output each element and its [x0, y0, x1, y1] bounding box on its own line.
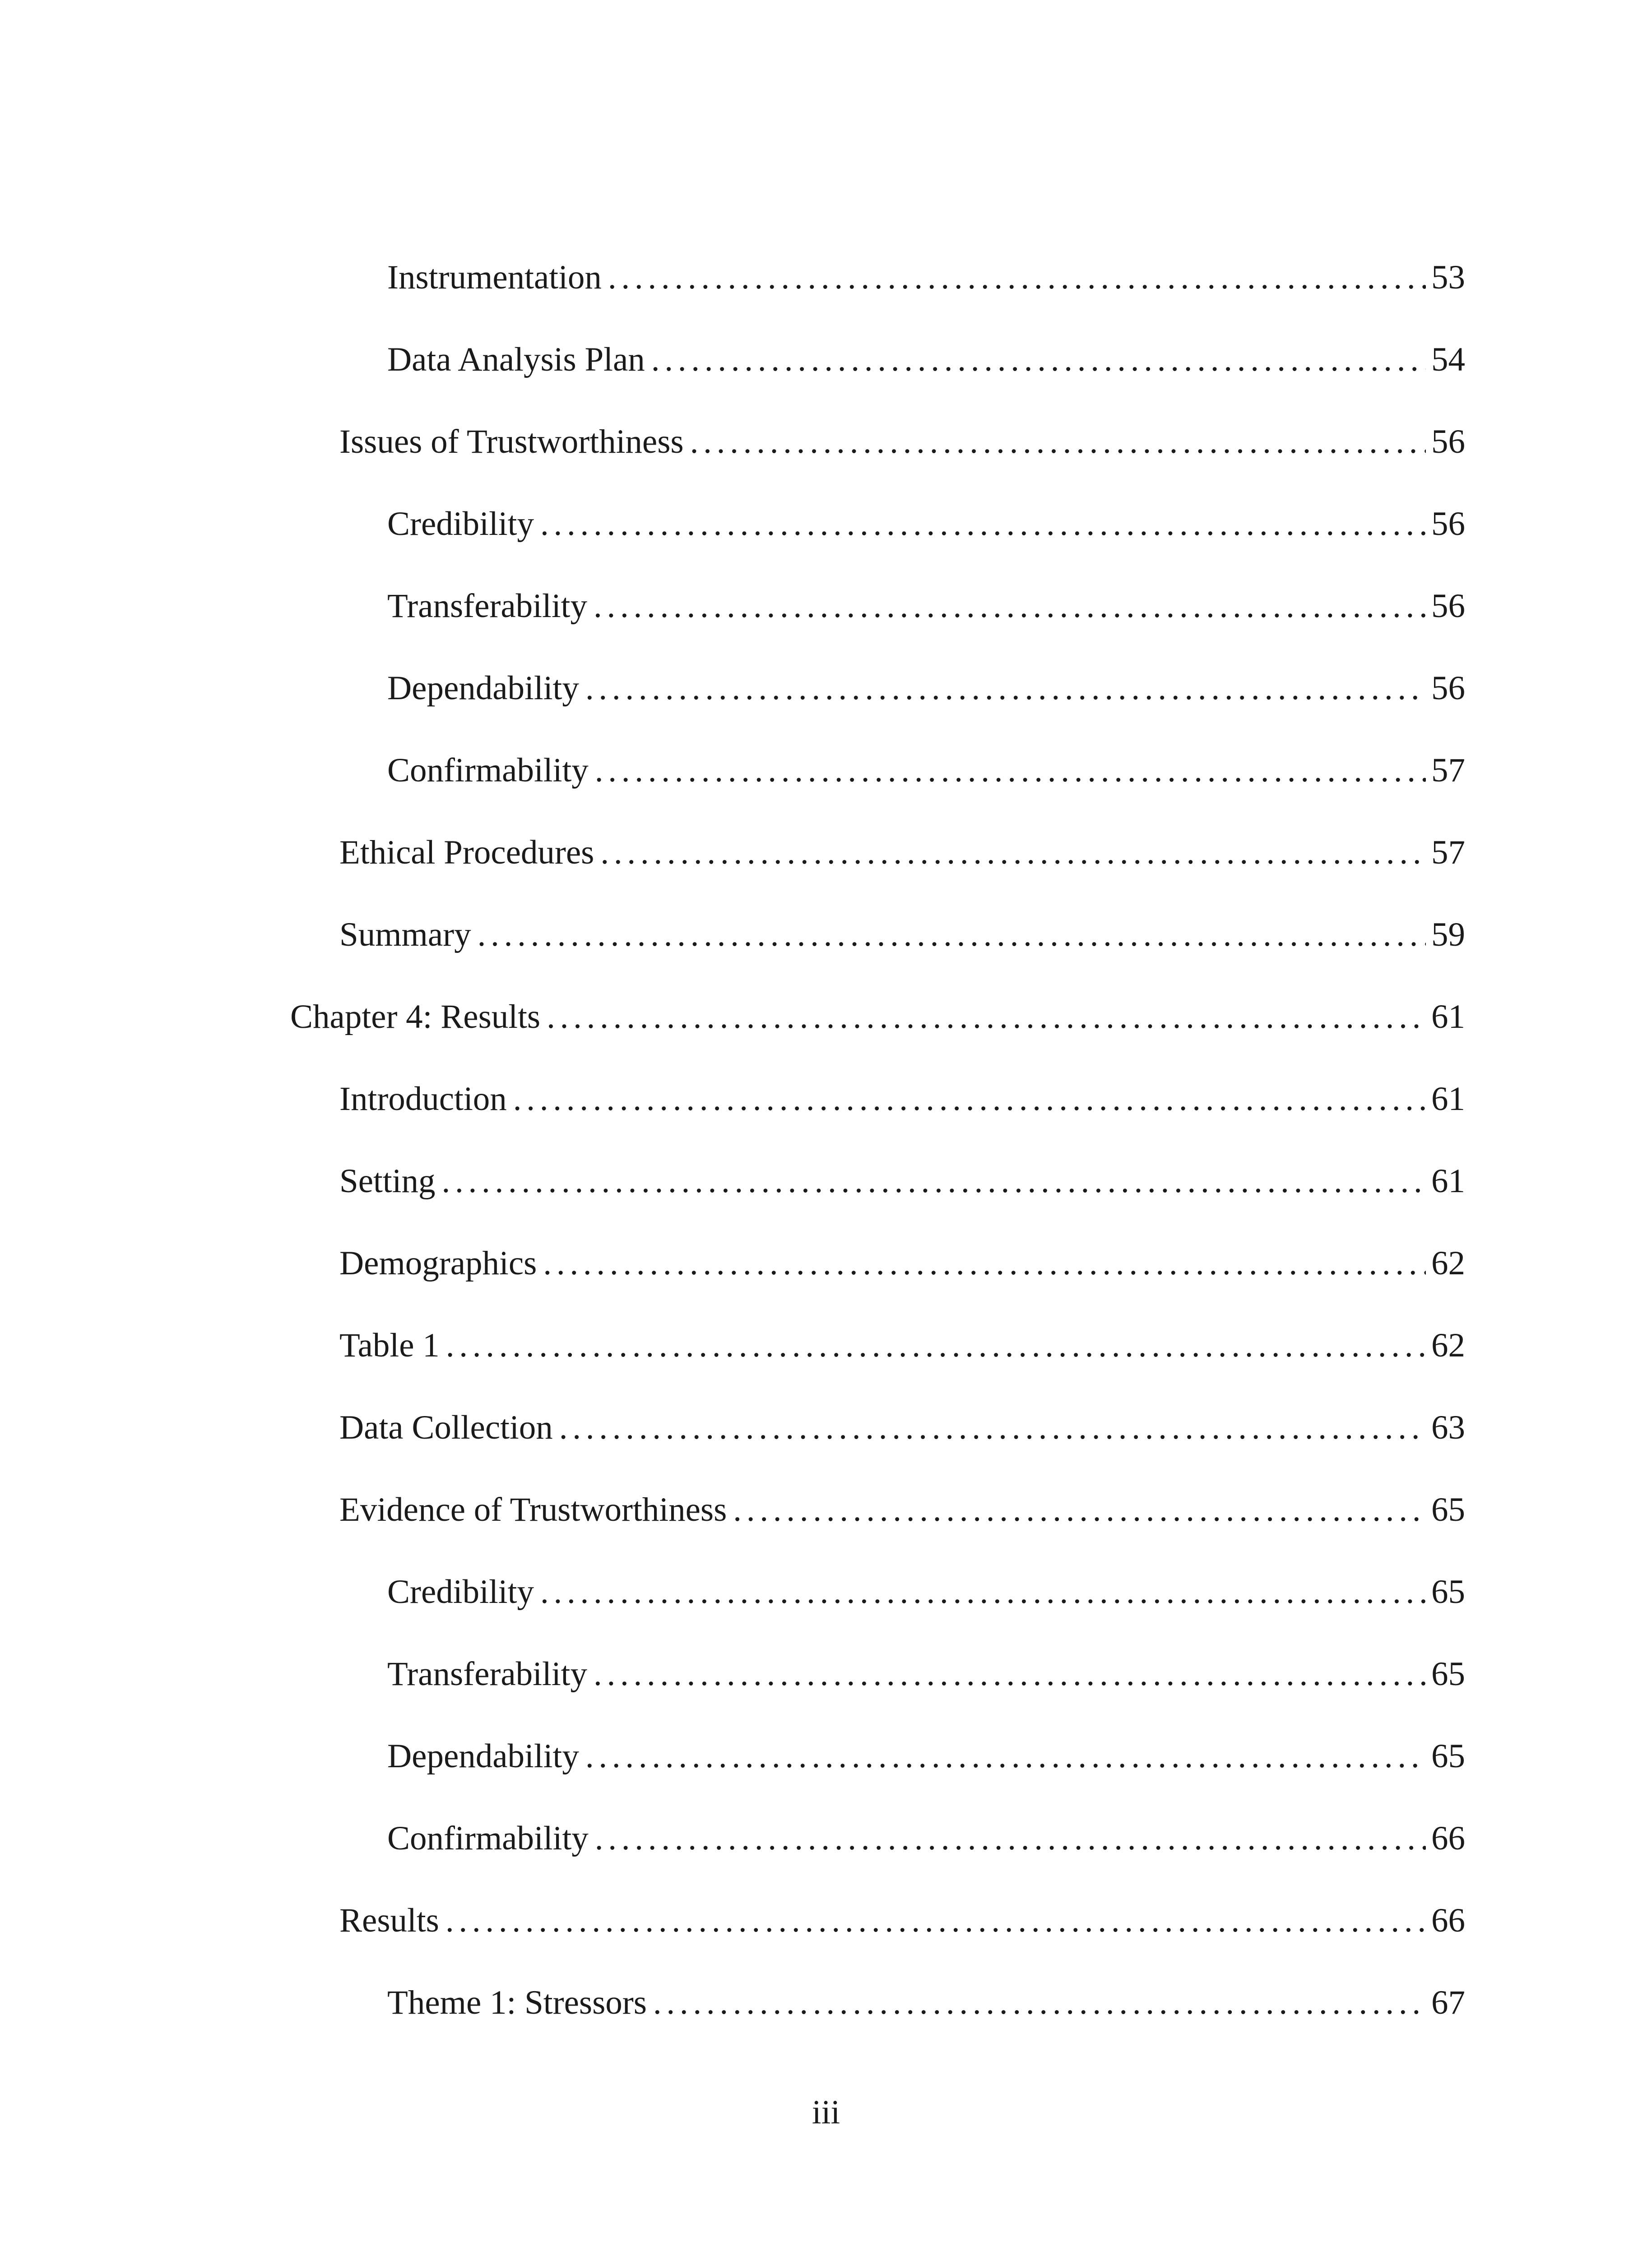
- toc-entry[interactable]: [387, 255, 1465, 300]
- toc-dot-leader: [608, 255, 1426, 300]
- toc-entry-title: Issues of Trustworthiness: [339, 423, 684, 460]
- toc-dot-leader: [594, 584, 1426, 629]
- toc-entry-title: Confirmability: [387, 1820, 589, 1857]
- toc-entry-title: Table 1: [339, 1327, 440, 1364]
- toc-dot-leader: [559, 1405, 1426, 1450]
- toc-entry-title: Setting: [339, 1162, 436, 1200]
- toc-entry[interactable]: [387, 1652, 1465, 1697]
- toc-dot-leader: [595, 748, 1426, 793]
- toc-entry-page: 57: [1431, 752, 1465, 789]
- toc-entry-page: 61: [1431, 998, 1465, 1036]
- toc-dot-leader: [690, 419, 1426, 464]
- toc-entry-page: 54: [1431, 341, 1465, 378]
- toc-entry[interactable]: [387, 584, 1465, 629]
- toc-entry[interactable]: [387, 1980, 1465, 2025]
- toc-entry-page: 56: [1431, 423, 1465, 460]
- toc-entry-page: 65: [1431, 1573, 1465, 1611]
- toc-entry[interactable]: [387, 1816, 1465, 1861]
- toc-dot-leader: [445, 1898, 1426, 1943]
- toc-dot-leader: [478, 912, 1426, 957]
- toc-entry-title: Ethical Procedures: [339, 834, 594, 871]
- toc-dot-leader: [595, 1816, 1426, 1861]
- toc-entry-title: Results: [339, 1902, 439, 1939]
- toc-entry-page: 56: [1431, 669, 1465, 707]
- toc-entry-title: Credibility: [387, 505, 534, 543]
- toc-dot-leader: [513, 1077, 1426, 1122]
- toc-dot-leader: [442, 1159, 1426, 1204]
- toc-entry-title: Confirmability: [387, 752, 589, 789]
- toc-entry-title: Data Analysis Plan: [387, 341, 645, 378]
- toc-entry-page: 57: [1431, 834, 1465, 871]
- toc-entry-page: 59: [1431, 916, 1465, 953]
- toc-entry-page: 65: [1431, 1655, 1465, 1693]
- toc-dot-leader: [540, 502, 1426, 547]
- toc-entry-page: 61: [1431, 1162, 1465, 1200]
- toc-entry-page: 65: [1431, 1737, 1465, 1775]
- toc-entry-title: Summary: [339, 916, 471, 953]
- toc-entry-title: Data Collection: [339, 1409, 553, 1446]
- toc-dot-leader: [543, 1241, 1426, 1286]
- page-number: iii: [812, 2094, 840, 2131]
- toc-entry-page: 56: [1431, 587, 1465, 625]
- toc-entry-title: Transferability: [387, 1655, 588, 1693]
- toc-entry-page: 66: [1431, 1902, 1465, 1939]
- toc-entry-title: Transferability: [387, 587, 588, 625]
- toc-entry-page: 61: [1431, 1080, 1465, 1118]
- toc-dot-leader: [653, 1980, 1426, 2025]
- toc-entry-title: Demographics: [339, 1245, 537, 1282]
- toc-entry-title: Evidence of Trustworthiness: [339, 1491, 727, 1528]
- toc-entry[interactable]: [339, 1323, 1465, 1368]
- toc-entry-title: Credibility: [387, 1573, 534, 1611]
- toc-entry[interactable]: [387, 1734, 1465, 1779]
- toc-entry-page: 53: [1431, 259, 1465, 296]
- toc-dot-leader: [600, 830, 1426, 875]
- toc-entry-page: 65: [1431, 1491, 1465, 1528]
- toc-entry[interactable]: [339, 1159, 1465, 1204]
- toc-dot-leader: [585, 666, 1426, 711]
- toc-entry-title: Dependability: [387, 1737, 579, 1775]
- toc-entry[interactable]: [339, 1077, 1465, 1122]
- toc-entry[interactable]: [290, 994, 1465, 1040]
- toc-dot-leader: [585, 1734, 1426, 1779]
- toc-entry-title: Theme 1: Stressors: [387, 1984, 647, 2021]
- toc-entry[interactable]: [387, 748, 1465, 793]
- toc-entry[interactable]: [339, 1898, 1465, 1943]
- toc-entry[interactable]: [387, 1570, 1465, 1615]
- toc-entry-page: 56: [1431, 505, 1465, 543]
- toc-entry-page: 66: [1431, 1820, 1465, 1857]
- toc-entry-title: Introduction: [339, 1080, 507, 1118]
- toc-dot-leader: [594, 1652, 1426, 1697]
- toc-entry[interactable]: [339, 1487, 1465, 1533]
- toc-entry-page: 63: [1431, 1409, 1465, 1446]
- toc-entry[interactable]: [339, 912, 1465, 957]
- toc-dot-leader: [733, 1487, 1426, 1533]
- toc-entry[interactable]: [339, 1241, 1465, 1286]
- toc-entry[interactable]: [339, 419, 1465, 464]
- toc-entry[interactable]: [339, 1405, 1465, 1450]
- toc-entry[interactable]: [387, 337, 1465, 382]
- toc-entry-page: 62: [1431, 1245, 1465, 1282]
- toc-dot-leader: [547, 994, 1426, 1040]
- toc-entry[interactable]: [387, 666, 1465, 711]
- toc-entry-title: Chapter 4: Results: [290, 998, 541, 1036]
- toc-dot-leader: [651, 337, 1426, 382]
- toc-dot-leader: [540, 1570, 1426, 1615]
- toc-dot-leader: [446, 1323, 1426, 1368]
- toc-entry-title: Instrumentation: [387, 259, 602, 296]
- toc-entry[interactable]: [387, 502, 1465, 547]
- toc-entry-page: 67: [1431, 1984, 1465, 2021]
- toc-entry[interactable]: [339, 830, 1465, 875]
- toc-entry-title: Dependability: [387, 669, 579, 707]
- toc-entry-page: 62: [1431, 1327, 1465, 1364]
